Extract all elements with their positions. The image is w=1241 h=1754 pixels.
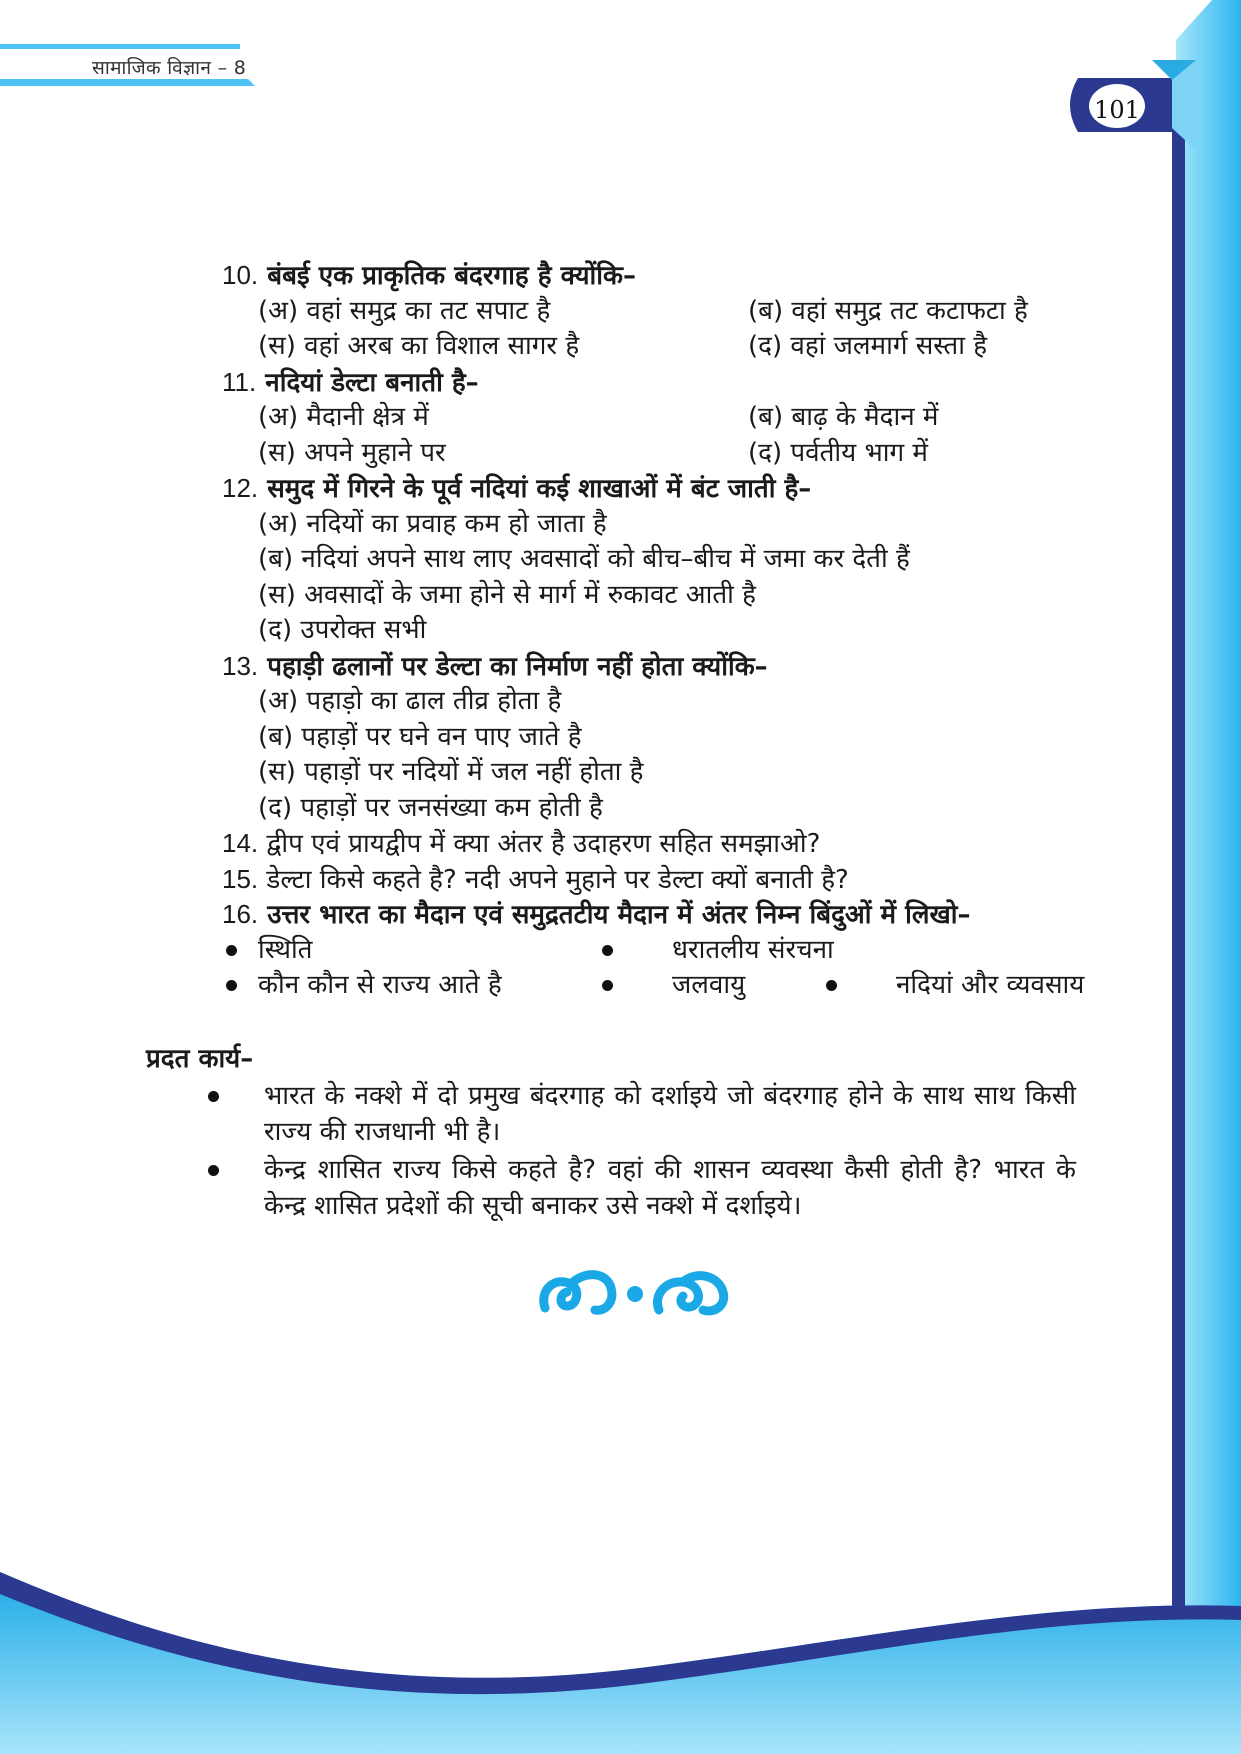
question-number: 13. — [222, 650, 259, 681]
option: (ब) वहां समुद्र तट कटाफटा है — [748, 295, 1028, 326]
option: (स) अवसादों के जमा होने से मार्ग में रुकावट आती है — [258, 579, 756, 610]
option: (द) उपरोक्त सभी — [258, 615, 427, 645]
question-11 — [222, 365, 1142, 401]
bullet-icon — [208, 1091, 219, 1102]
point-item: कौन कौन से राज्य आते है — [258, 970, 502, 1000]
question-number: 11. — [222, 366, 257, 397]
bullet-icon — [226, 945, 237, 956]
question-12 — [222, 471, 1142, 507]
question-14: 14. द्वीप एवं प्रायद्वीप में क्या अंतर है उदाहरण सहित समझाओ? — [222, 828, 821, 859]
bullet-icon — [208, 1165, 219, 1176]
question-text: समुद में गिरने के पूर्व नदियां कई शाखाओं में बंट जाती है– — [267, 474, 812, 504]
question-15: 15. डेल्टा किसे कहते है? नदी अपने मुहाने पर डेल्टा क्यों बनाती है? — [222, 863, 849, 895]
point-item: नदियां और व्यवसाय — [896, 970, 1085, 1000]
option: (द) पर्वतीय भाग में — [748, 437, 928, 468]
point-item: धरातलीय संरचना — [672, 934, 834, 965]
option: (द) पहाड़ों पर जनसंख्या कम होती है — [258, 792, 603, 823]
header-bar-top — [0, 44, 240, 49]
points-row — [222, 968, 1142, 1004]
bottom-wave — [0, 1572, 1241, 1754]
option: (द) वहां जलमार्ग सस्ता है — [748, 331, 988, 361]
side-panel — [1176, 0, 1241, 1640]
question-text: उत्तर भारत का मैदान एवं समुद्रतटीय मैदान में अंतर निम्न बिंदुओं में लिखो– — [267, 900, 971, 930]
activity-title: प्रदत कार्य– — [146, 1044, 254, 1074]
bullet-icon — [602, 980, 613, 991]
bullet-icon — [826, 980, 837, 991]
option: (स) अपने मुहाने पर — [258, 437, 446, 468]
option: (ब) पहाड़ों पर घने वन पाए जाते है — [258, 721, 582, 752]
activity-item: भारत के नक्शे में दो प्रमुख बंदरगाह को दर्शाइये जो बंदरगाह होने के साथ साथ किसी राज्य की राजधानी भी है। — [146, 1078, 1076, 1150]
activity-item: केन्द्र शासित राज्य किसे कहते है? वहां की शासन व्यवस्था कैसी होती है? भारत के केन्द्र शासित प्रदेशों की सूची बनाकर उसे नक्शे में दर्शाइये। — [146, 1152, 1076, 1224]
question-number: 10. — [222, 260, 259, 290]
points-row — [222, 933, 1142, 969]
question-16 — [222, 897, 1142, 933]
question-text: नदियां डेल्टा बनाती है– — [265, 367, 479, 398]
header-title: सामाजिक विज्ञान – 8 — [92, 57, 247, 79]
option: (अ) नदियों का प्रवाह कम हो जाता है — [258, 508, 607, 539]
option: (अ) वहां समुद्र का तट सपाट है — [258, 295, 551, 326]
point-item: जलवायु — [672, 970, 746, 1000]
end-ornament-icon — [537, 1262, 733, 1320]
option: (स) पहाड़ों पर नदियों में जल नहीं होता है — [258, 757, 644, 787]
option: (अ) मैदानी क्षेत्र में — [258, 402, 429, 432]
activity-section — [146, 1040, 1086, 1224]
question-text: पहाड़ी ढलानों पर डेल्टा का निर्माण नहीं होता क्योंकि– — [267, 651, 768, 682]
question-number: 16. — [222, 899, 259, 929]
question-13 — [222, 649, 1142, 685]
question-10 — [222, 258, 1142, 294]
bullet-icon — [226, 980, 237, 991]
option: (ब) बाढ़ के मैदान में — [748, 402, 939, 432]
bullet-icon — [602, 945, 613, 956]
option: (स) वहां अरब का विशाल सागर है — [258, 331, 580, 361]
option: (अ) पहाड़ो का ढाल तीव्र होता है — [258, 686, 562, 716]
point-item: स्थिति — [258, 934, 313, 965]
option: (ब) नदियां अपने साथ लाए अवसादों को बीच–बीच में जमा कर देती हैं — [258, 544, 910, 574]
side-stripe — [1172, 60, 1185, 1620]
question-number: 12. — [222, 473, 259, 503]
question-text: बंबई एक प्राकृतिक बंदरगाह है क्योंकि– — [267, 261, 636, 291]
header-bar-bottom — [0, 79, 255, 86]
page-number: 101 — [1094, 96, 1140, 124]
question-list — [222, 258, 1142, 1004]
